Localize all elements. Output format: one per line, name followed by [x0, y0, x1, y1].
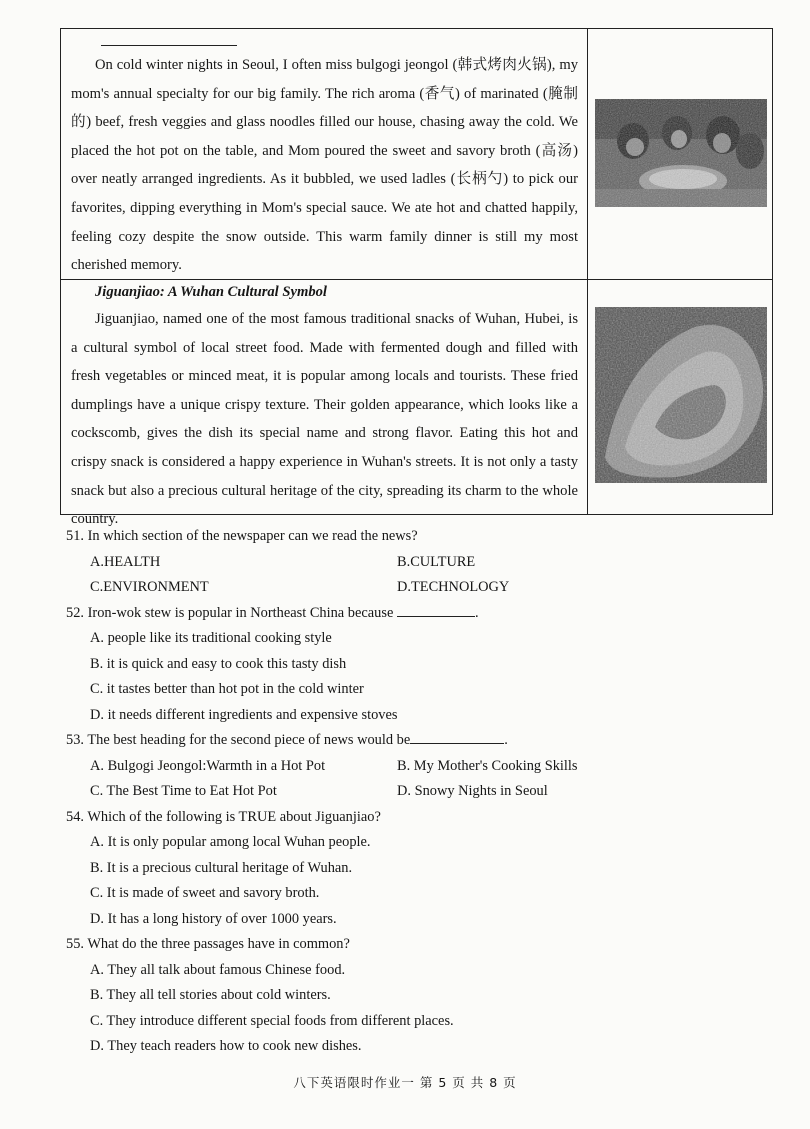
option-a[interactable]: A. They all talk about famous Chinese food.	[90, 961, 346, 978]
question-text: What do the three passages have in common?	[87, 936, 350, 952]
question-55	[66, 932, 766, 1060]
question-list	[66, 524, 766, 1060]
answer-blank[interactable]	[397, 602, 475, 617]
option-b[interactable]: B.CULTURE	[397, 553, 476, 570]
passage-jiguanjiao-heading: Jiguanjiao: A Wuhan Cultural Symbol	[95, 284, 327, 300]
options	[66, 830, 766, 932]
option-d[interactable]: D. They teach readers how to cook new dishes.	[90, 1038, 362, 1054]
question-end: .	[474, 604, 479, 621]
question-51	[66, 524, 766, 601]
question-number: 52.	[66, 604, 84, 621]
option-d[interactable]: D.TECHNOLOGY	[397, 579, 510, 595]
option-a[interactable]: A. people like its traditional cooking style	[90, 630, 332, 646]
options	[66, 958, 766, 1060]
options	[66, 754, 766, 805]
question-stem	[66, 932, 766, 958]
passage-jiguanjiao	[71, 279, 578, 534]
option-d[interactable]: D. It has a long history of over 1000 years.	[90, 910, 337, 927]
question-stem	[66, 601, 766, 627]
page-footer: 八下英语限时作业一 第 5 页 共 8 页	[293, 1075, 517, 1090]
answer-blank[interactable]	[410, 729, 504, 744]
passage-bulgogi-text: On cold winter nights in Seoul, I often miss bulgogi jeongol (韩式烤肉火锅), my mom's annual specialty for our big family. The rich aroma (香气) of marinated (腌制的) beef, fresh veggies and glass noodles filled our house, chasing away the cold. We placed the hot pot on the table, and Mom poured the sweet and savory broth (高汤) over neatly arranged ingredients. As it bubbled, we used ladles (长柄勺) to pick our favorites, dipping everything in Mom's special sauce. We ate hot and chatted happily, feeling cozy despite the snow outside. This warm family dinner is still my most cherished memory.	[71, 57, 578, 274]
option-c[interactable]: C. it tastes better than hot pot in the cold winter	[90, 681, 364, 697]
passage-jiguanjiao-text: Jiguanjiao, named one of the most famous traditional snacks of Wuhan, Hubei, is a cultural symbol of local street food. Made with fermented dough and filled with fresh vegetables or minced meat, it is popular among locals and tourists. These fried dumplings have a unique crispy texture. Their golden appearance, which looks like a cockscomb, gives the dish its special name and strong flavor. Eating this hot and crispy snack is considered a happy experience in Wuhan's streets. It is not only a tasty snack but also a precious cultural heritage of the city, spreading its charm to the whole country.	[71, 311, 578, 528]
question-stem	[66, 524, 766, 550]
jiguanjiao-photo	[595, 307, 767, 483]
top-rule	[101, 45, 237, 46]
option-b[interactable]: B. My Mother's Cooking Skills	[397, 757, 578, 774]
option-a[interactable]: A.HEALTH	[90, 553, 161, 570]
question-number: 51.	[66, 528, 84, 544]
question-text: Which of the following is TRUE about Jiguanjiao?	[87, 808, 381, 825]
option-b[interactable]: B. it is quick and easy to cook this tasty dish	[90, 655, 347, 672]
option-c[interactable]: C. The Best Time to Eat Hot Pot	[90, 783, 277, 799]
question-text: Iron-wok stew is popular in Northeast China because	[87, 604, 394, 621]
question-53	[66, 728, 766, 805]
option-d[interactable]: D. Snowy Nights in Seoul	[397, 783, 548, 799]
option-a[interactable]: A. Bulgogi Jeongol:Warmth in a Hot Pot	[90, 757, 326, 774]
question-52	[66, 601, 766, 729]
options	[66, 550, 766, 601]
passage-bulgogi	[71, 51, 578, 280]
option-d[interactable]: D. it needs different ingredients and expensive stoves	[90, 706, 398, 723]
option-c[interactable]: C. They introduce different special foods from different places.	[90, 1012, 454, 1029]
option-a[interactable]: A. It is only popular among local Wuhan people.	[90, 834, 371, 850]
options	[66, 626, 766, 728]
question-number: 55.	[66, 936, 84, 952]
option-c[interactable]: C.ENVIRONMENT	[90, 579, 209, 595]
question-stem	[66, 728, 766, 754]
option-c[interactable]: C. It is made of sweet and savory broth.	[90, 885, 320, 901]
news-table	[60, 28, 773, 528]
question-end: .	[504, 732, 508, 748]
option-b[interactable]: B. It is a precious cultural heritage of Wuhan.	[90, 859, 353, 876]
option-b[interactable]: B. They all tell stories about cold winters.	[90, 987, 331, 1003]
question-stem	[66, 805, 766, 831]
question-number: 53.	[66, 732, 84, 748]
column-divider	[587, 29, 588, 514]
question-text: In which section of the newspaper can we read the news?	[87, 528, 418, 544]
question-number: 54.	[66, 808, 84, 825]
question-54	[66, 805, 766, 933]
question-text: The best heading for the second piece of news would be	[87, 732, 411, 748]
hot-pot-family-photo	[595, 99, 767, 207]
